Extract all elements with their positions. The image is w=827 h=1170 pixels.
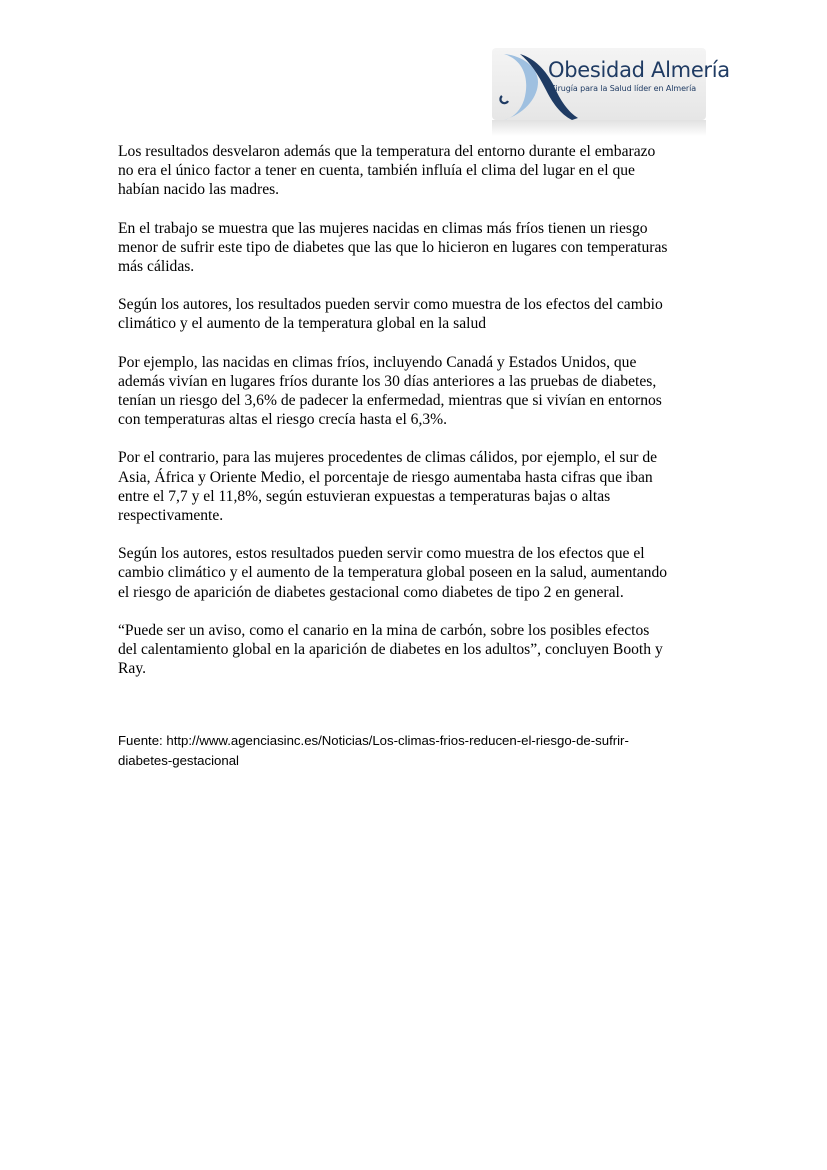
text-line: cambio climático y el aumento de la temperatura global poseen en la salud, aumentando xyxy=(118,564,668,582)
text-line: En el trabajo se muestra que las mujeres nacidas en climas más fríos tienen un riesgo xyxy=(118,219,648,237)
source-line: Fuente: http://www.agenciasinc.es/Noticias/Los-climas-frios-reducen-el-riesgo-de-sufrir- xyxy=(118,733,629,748)
logo-title: Obesidad Almería xyxy=(548,58,730,82)
text-line: el riesgo de aparición de diabetes gestacional como diabetes de tipo 2 en general. xyxy=(118,583,624,601)
text-line: Ray. xyxy=(118,660,147,678)
obesidad-almeria-logo xyxy=(492,48,730,136)
text-line: habían nacido las madres. xyxy=(118,181,280,199)
text-line: tenían un riesgo del 3,6% de padecer la enfermedad, mientras que si vivían en entornos xyxy=(118,392,662,410)
logo-reflection xyxy=(492,120,706,136)
text-line: Según los autores, los resultados pueden servir como muestra de los efectos del cambio xyxy=(118,296,663,314)
text-line: entre el 7,7 y el 11,8%, según estuvieran expuestas a temperaturas bajas o altas xyxy=(118,487,611,505)
text-line: respectivamente. xyxy=(118,507,224,525)
paragraph xyxy=(118,142,718,200)
text-line: no era el único factor a tener en cuenta, también influía el clima del lugar en el que xyxy=(118,162,635,180)
text-line: menor de sufrir este tipo de diabetes que las que lo hicieron en lugares con temperaturas xyxy=(118,238,668,256)
paragraph xyxy=(118,448,718,525)
text-line: Por el contrario, para las mujeres procedentes de climas cálidos, por ejemplo, el sur de xyxy=(118,449,658,467)
text-line: Los resultados desvelaron además que la temperatura del entorno durante el embarazo xyxy=(118,143,656,160)
text-line: además vivían en lugares fríos durante los 30 días anteriores a las pruebas de diabetes, xyxy=(118,372,657,390)
text-line: más cálidas. xyxy=(118,258,195,276)
article-body xyxy=(118,142,718,697)
paragraph xyxy=(118,353,718,430)
quote-paragraph xyxy=(118,621,718,679)
paragraph xyxy=(118,295,718,333)
paragraph xyxy=(118,219,718,277)
text-line: Asia, África y Oriente Medio, el porcentaje de riesgo aumentaba hasta cifras que iban xyxy=(118,468,653,486)
text-line: “Puede ser un aviso, como el canario en la mina de carbón, sobre los posibles efectos xyxy=(118,621,650,639)
text-line: climático y el aumento de la temperatura global en la salud xyxy=(118,315,487,333)
text-line: Según los autores, estos resultados pueden servir como muestra de los efectos que el xyxy=(118,545,645,563)
text-line: Por ejemplo, las nacidas en climas fríos, incluyendo Canadá y Estados Unidos, que xyxy=(118,353,637,371)
source-line: diabetes-gestacional xyxy=(118,753,239,768)
paragraph xyxy=(118,544,718,602)
text-line: del calentamiento global en la aparición de diabetes en los adultos”, concluyen Booth y xyxy=(118,641,663,659)
text-line: con temperaturas altas el riesgo crecía hasta el 6,3%. xyxy=(118,411,448,429)
logo-subtitle: Cirugía para la Salud líder en Almería xyxy=(550,84,697,93)
source-citation xyxy=(118,731,718,771)
